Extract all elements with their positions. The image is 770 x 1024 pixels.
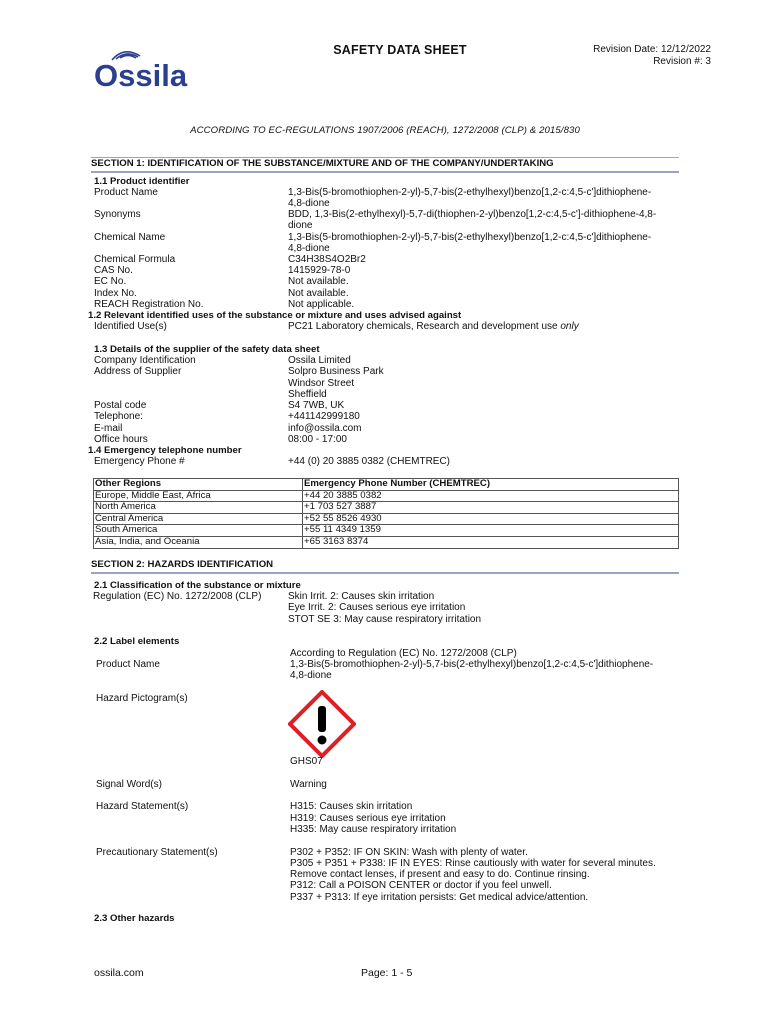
- address-line1: Solpro Business Park: [288, 366, 384, 377]
- address-line2: Windsor Street: [288, 378, 355, 389]
- reach-value: Not applicable.: [288, 299, 355, 310]
- footer-page-number: Page: 1 - 5: [361, 967, 413, 979]
- subheading-1-3: 1.3 Details of the supplier of the safety data sheet: [94, 344, 320, 355]
- phone-cell: +1 703 527 3887: [303, 502, 679, 514]
- precaution-label: Precautionary Statement(s): [96, 847, 218, 858]
- reach-label: REACH Registration No.: [94, 299, 204, 310]
- region-cell: North America: [94, 502, 303, 514]
- revision-info: [593, 44, 711, 68]
- precaution-line1: P302 + P352: IF ON SKIN: Wash with plenty of water.: [290, 847, 528, 858]
- hazard-line1: H315: Causes skin irritation: [290, 801, 413, 812]
- telephone-label: Telephone:: [94, 411, 143, 422]
- ec-value: Not available.: [288, 276, 349, 287]
- according-regulation: According to Regulation (EC) No. 1272/2008 (CLP): [290, 648, 517, 659]
- subheading-1-1: 1.1 Product identifier: [94, 176, 190, 187]
- company-value: Ossila Limited: [288, 355, 351, 366]
- uses-value: [288, 321, 579, 332]
- synonyms-value-line1: BDD, 1,3-Bis(2-ethylhexyl)-5,7-di(thiophen-2-yl)benzo[1,2-c:4,5-c']-dithiophene-4,8-: [288, 209, 657, 220]
- region-cell: Asia, India, and Oceania: [94, 536, 303, 548]
- phone-cell: +52 55 8526 4930: [303, 513, 679, 525]
- ossila-logo: [94, 46, 204, 92]
- phone-cell: +65 3163 8374: [303, 536, 679, 548]
- product-name-value-line1: 1,3-Bis(5-bromothiophen-2-yl)-5,7-bis(2-ethylhexyl)benzo[1,2-c:4,5-c']dithiophene-: [288, 187, 652, 198]
- table-row: [94, 513, 679, 525]
- cas-label: CAS No.: [94, 265, 133, 276]
- subheading-2-1: 2.1 Classification of the substance or mixture: [94, 580, 301, 591]
- classification-line3: STOT SE 3: May cause respiratory irritation: [288, 614, 482, 625]
- index-label: Index No.: [94, 288, 137, 299]
- hours-label: Office hours: [94, 434, 148, 445]
- product-name-value-line2: 4,8-dione: [288, 198, 330, 209]
- subheading-1-4: 1.4 Emergency telephone number: [88, 445, 242, 456]
- formula-label: Chemical Formula: [94, 254, 176, 265]
- email-value[interactable]: info@ossila.com: [288, 423, 362, 434]
- company-label: Company Identification: [94, 355, 196, 366]
- ec-label: EC No.: [94, 276, 127, 287]
- email-label: E-mail: [94, 423, 123, 434]
- hazard-line2: H319: Causes serious eye irritation: [290, 813, 446, 824]
- precaution-line3: Remove contact lenses, if present and easy to do. Continue rinsing.: [290, 869, 590, 880]
- subheading-2-3: 2.3 Other hazards: [94, 913, 175, 924]
- address-line3: Sheffield: [288, 389, 327, 400]
- signal-value: Warning: [290, 779, 327, 790]
- phone-cell: +44 20 3885 0382: [303, 490, 679, 502]
- section-1-heading: SECTION 1: IDENTIFICATION OF THE SUBSTANCE/MIXTURE AND OF THE COMPANY/UNDERTAKING: [91, 157, 679, 173]
- cas-value: 1415929-78-0: [288, 265, 351, 276]
- region-cell: Central America: [94, 513, 303, 525]
- table-row: [94, 525, 679, 537]
- signal-label: Signal Word(s): [96, 779, 162, 790]
- pictogram-code: GHS07: [290, 756, 323, 767]
- ghs07-exclamation-icon: [288, 690, 356, 758]
- address-label: Address of Supplier: [94, 366, 182, 377]
- label-product-name-line2: 4,8-dione: [290, 670, 332, 681]
- table-header-regions: Other Regions: [94, 479, 303, 491]
- table-row: [94, 502, 679, 514]
- synonyms-label: Synonyms: [94, 209, 141, 220]
- label-product-name-label: Product Name: [96, 659, 160, 670]
- footer-site[interactable]: ossila.com: [94, 967, 144, 979]
- table-header-row: [94, 479, 679, 491]
- hazard-label: Hazard Statement(s): [96, 801, 189, 812]
- logo-text: Ossila: [94, 58, 188, 92]
- classification-line1: Skin Irrit. 2: Causes skin irritation: [288, 591, 435, 602]
- precaution-line4: P312: Call a POISON CENTER or doctor if you feel unwell.: [290, 880, 552, 891]
- document-title: SAFETY DATA SHEET: [333, 43, 467, 57]
- table-header-phone: Emergency Phone Number (CHEMTREC): [303, 479, 679, 491]
- postal-label: Postal code: [94, 400, 147, 411]
- formula-value: C34H38S4O2Br2: [288, 254, 366, 265]
- region-cell: South America: [94, 525, 303, 537]
- classification-line2: Eye Irrit. 2: Causes serious eye irritation: [288, 602, 466, 613]
- phone-cell: +55 11 4349 1359: [303, 525, 679, 537]
- subheading-1-2: 1.2 Relevant identified uses of the substance or mixture and uses advised against: [88, 310, 462, 321]
- chemical-name-value-line2: 4,8-dione: [288, 243, 330, 254]
- synonyms-value-line2: dione: [288, 220, 313, 231]
- revision-number: Revision #: 3: [653, 56, 711, 67]
- table-row: [94, 490, 679, 502]
- emergency-regions-table: [93, 478, 679, 549]
- uses-only: only: [560, 321, 579, 332]
- postal-value: S4 7WB, UK: [288, 400, 345, 411]
- precaution-line5: P337 + P313: If eye irritation persists: Get medical advice/attention.: [290, 892, 589, 903]
- section-2-heading: SECTION 2: HAZARDS IDENTIFICATION: [91, 559, 679, 574]
- regulation-subtitle: ACCORDING TO EC-REGULATIONS 1907/2006 (REACH), 1272/2008 (CLP) & 2015/830: [190, 125, 580, 136]
- uses-text: PC21 Laboratory chemicals, Research and development use: [288, 321, 561, 332]
- precaution-line2: P305 + P351 + P338: IF IN EYES: Rinse cautiously with water for several minutes.: [290, 858, 656, 869]
- emergency-value: +44 (0) 20 3885 0382 (CHEMTREC): [288, 456, 451, 467]
- hours-value: 08:00 - 17:00: [288, 434, 347, 445]
- regulation-label: Regulation (EC) No. 1272/2008 (CLP): [93, 591, 262, 602]
- chemical-name-value-line1: 1,3-Bis(5-bromothiophen-2-yl)-5,7-bis(2-ethylhexyl)benzo[1,2-c:4,5-c']dithiophene-: [288, 232, 652, 243]
- label-product-name-line1: 1,3-Bis(5-bromothiophen-2-yl)-5,7-bis(2-ethylhexyl)benzo[1,2-c:4,5-c']dithiophene-: [290, 659, 654, 670]
- chemical-name-label: Chemical Name: [94, 232, 166, 243]
- product-name-label: Product Name: [94, 187, 158, 198]
- uses-label: Identified Use(s): [94, 321, 167, 332]
- region-cell: Europe, Middle East, Africa: [94, 490, 303, 502]
- pictogram-label: Hazard Pictogram(s): [96, 693, 188, 704]
- subheading-2-2: 2.2 Label elements: [94, 636, 180, 647]
- telephone-value[interactable]: +441142999180: [288, 411, 360, 422]
- index-value: Not available.: [288, 288, 349, 299]
- table-row: [94, 536, 679, 548]
- hazard-line3: H335: May cause respiratory irritation: [290, 824, 457, 835]
- revision-date: Revision Date: 12/12/2022: [593, 44, 711, 55]
- emergency-label: Emergency Phone #: [94, 456, 185, 467]
